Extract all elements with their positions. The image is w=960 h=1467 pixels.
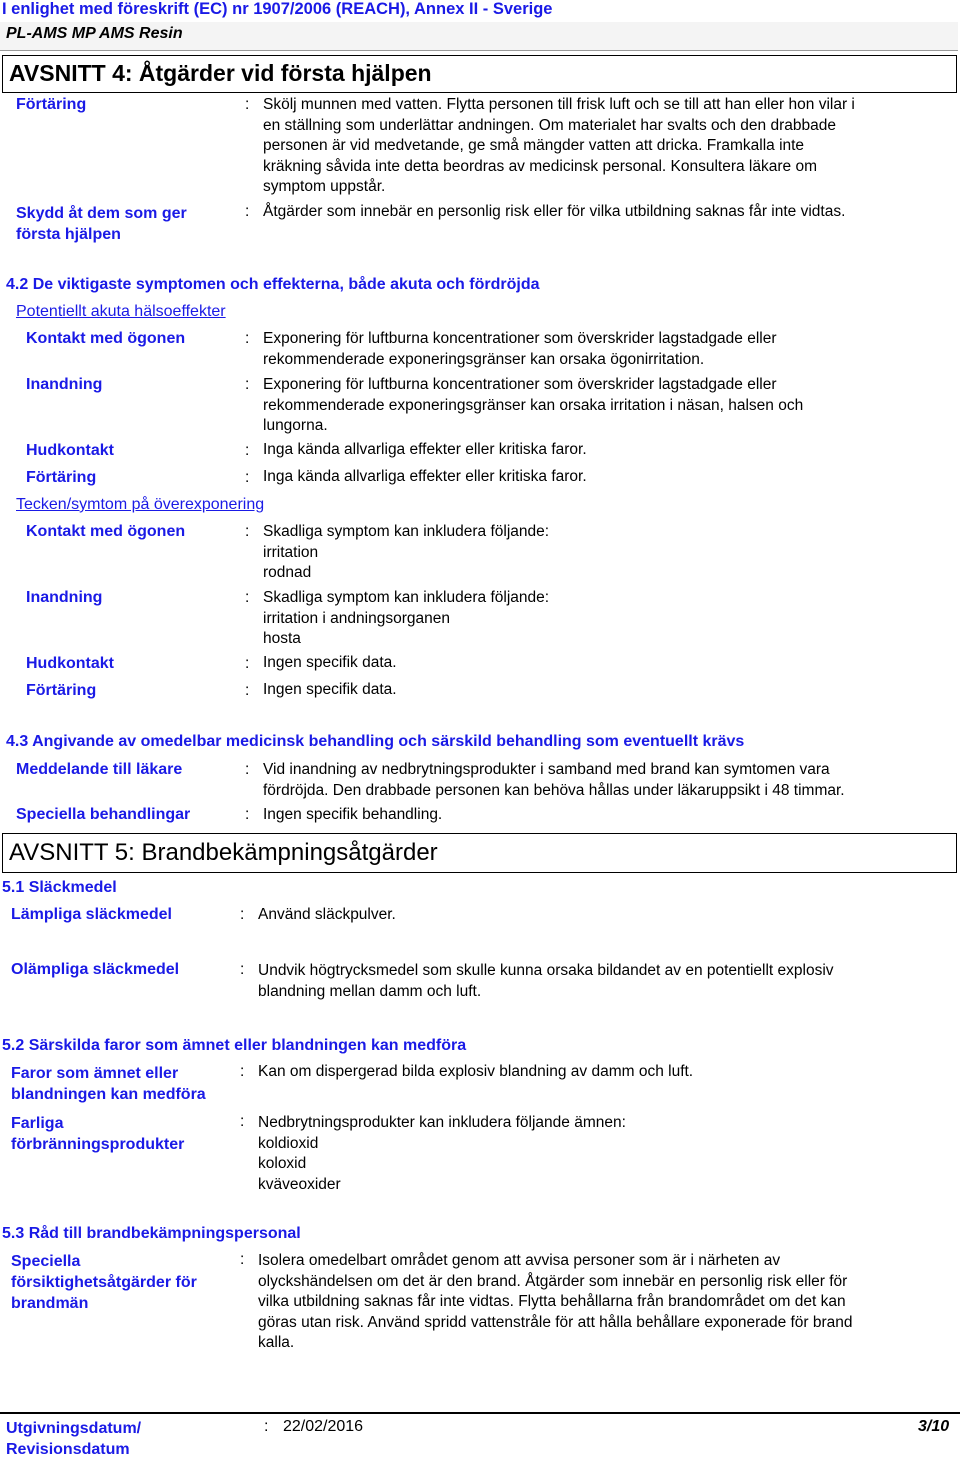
text-line: Skölj munnen med vatten. Flytta personen till frisk luft och se till att han eller hon vilar i	[263, 96, 855, 113]
colon: :	[240, 1063, 245, 1080]
unsuitable-media-label: Olämpliga släckmedel	[11, 961, 180, 978]
page-number: 3/10	[918, 1418, 950, 1435]
colon: :	[240, 1113, 245, 1130]
protection-label	[16, 203, 187, 245]
acute-eye-label: Kontakt med ögonen	[26, 330, 186, 347]
signs-eye-label: Kontakt med ögonen	[26, 523, 186, 540]
colon: :	[245, 330, 250, 347]
signs-eye-text	[263, 522, 549, 584]
hazard-label	[11, 1063, 206, 1105]
issue-date-label	[6, 1418, 141, 1460]
text-line: hosta	[263, 630, 301, 647]
acute-inhalation-label: Inandning	[26, 376, 103, 393]
colon: :	[245, 655, 250, 672]
section5-title: AVSNITT 5: Brandbekämpningsåtgärder	[9, 839, 438, 866]
text-line: göras utan risk. Använd spridd vattenstråle för att hålla behållare exponerade för brand	[258, 1313, 853, 1331]
colon: :	[245, 469, 250, 486]
signs-skin-label: Hudkontakt	[26, 655, 114, 672]
acute-ingestion-label: Förtäring	[26, 469, 97, 486]
colon: :	[245, 376, 250, 393]
colon: :	[245, 682, 250, 699]
section-4-2-title: 4.2 De viktigaste symptomen och effekterna, både akuta och fördröjda	[6, 276, 540, 293]
text-line: kräkning såvida inte detta beordras av medicinsk personal. Konsultera läkare om	[263, 157, 817, 175]
text-line: en ställning som underlättar andningen. Om materialet har svalts och den drabbade	[263, 116, 836, 134]
label-line: första hjälpen	[16, 226, 121, 243]
section4-title-box	[2, 55, 957, 93]
signs-skin-text: Ingen specifik data.	[263, 654, 397, 671]
suitable-media-text: Använd släckpulver.	[258, 906, 396, 923]
colon: :	[240, 906, 245, 923]
product-header-bar	[0, 22, 958, 51]
special-treatment-label: Speciella behandlingar	[16, 806, 191, 823]
ingestion-first-aid-text	[263, 95, 855, 198]
acute-ingestion-text: Inga kända allvarliga effekter eller kritiska faror.	[263, 468, 587, 485]
text-line: kväveoxider	[258, 1175, 341, 1193]
text-line: Exponering för luftburna koncentrationer som överskrider lagstadgade eller	[263, 330, 777, 347]
text-line: olyckshändelsen om det är den brand. Åtgärder som innebär en personlig risk eller för	[258, 1272, 848, 1290]
colon: :	[245, 761, 250, 778]
label-line: Faror som ämnet eller	[11, 1065, 179, 1082]
colon: :	[245, 96, 250, 113]
signs-ingestion-text: Ingen specifik data.	[263, 681, 397, 698]
doctor-note-label: Meddelande till läkare	[16, 761, 183, 778]
text-line: irritation i andningsorganen	[263, 609, 450, 627]
colon: :	[240, 1251, 245, 1268]
acute-skin-label: Hudkontakt	[26, 442, 114, 459]
section-5-3-title: 5.3 Råd till brandbekämpningspersonal	[2, 1225, 301, 1242]
acute-inhalation-text	[263, 375, 803, 437]
text-line: irritation	[263, 543, 319, 561]
text-line: Undvik högtrycksmedel som skulle kunna orsaka bildandet av en potentiellt explosiv	[258, 962, 834, 979]
text-line: koloxid	[258, 1155, 307, 1172]
text-line: blandning mellan damm och luft.	[258, 982, 482, 1000]
label-line: Skydd åt dem som ger	[16, 205, 187, 222]
colon: :	[264, 1418, 269, 1435]
label-line: försiktighetsåtgärder för	[11, 1274, 197, 1291]
signs-inhalation-label: Inandning	[26, 589, 103, 606]
text-line: rodnad	[263, 564, 312, 581]
regulation-header: I enlighet med föreskrift (EC) nr 1907/2006 (REACH), Annex II - Sverige	[2, 0, 553, 18]
special-treatment-text: Ingen specifik behandling.	[263, 806, 443, 823]
text-line: personen är vid medvetande, ge små mängder vatten att dricka. Framkalla inte	[263, 137, 805, 154]
colon: :	[245, 523, 250, 540]
acute-eye-text	[263, 329, 777, 370]
label-line: blandningen kan medföra	[11, 1086, 206, 1103]
section4-title: AVSNITT 4: Åtgärder vid första hjälpen	[9, 60, 432, 86]
label-line: brandmän	[11, 1295, 89, 1312]
text-line: Nedbrytningsprodukter kan inkludera följande ämnen:	[258, 1114, 626, 1131]
section-4-3-title: 4.3 Angivande av omedelbar medicinsk behandling och särskild behandling som eventuellt krävs	[6, 733, 745, 750]
colon: :	[245, 806, 250, 823]
combustion-products-label	[11, 1113, 184, 1155]
signs-ingestion-label: Förtäring	[26, 682, 97, 699]
firefighter-precautions-text	[258, 1251, 853, 1354]
acute-skin-text: Inga kända allvarliga effekter eller kritiska faror.	[263, 441, 587, 458]
text-line: Skadliga symptom kan inkludera följande:	[263, 523, 550, 540]
section5-title-box	[2, 833, 957, 873]
hazard-text: Kan om dispergerad bilda explosiv blandning av damm och luft.	[258, 1063, 694, 1080]
section-5-1-title: 5.1 Släckmedel	[2, 879, 117, 896]
overexposure-heading: Tecken/symtom på överexponering	[16, 496, 265, 513]
label-line: Utgivningsdatum/	[6, 1420, 142, 1437]
combustion-products-text	[258, 1113, 626, 1195]
text-line: Exponering för luftburna koncentrationer som överskrider lagstadgade eller	[263, 376, 777, 393]
text-line: lungorna.	[263, 417, 328, 434]
section-5-2-title: 5.2 Särskilda faror som ämnet eller blandningen kan medföra	[2, 1037, 467, 1054]
acute-effects-heading: Potentiellt akuta hälsoeffekter	[16, 303, 226, 320]
text-line: Skadliga symptom kan inkludera följande:	[263, 589, 550, 606]
colon: :	[240, 961, 245, 978]
colon: :	[245, 442, 250, 459]
suitable-media-label: Lämpliga släckmedel	[11, 906, 172, 923]
text-line: rekommenderade exponeringsgränser kan orsaka irritation i näsan, halsen och	[263, 396, 804, 414]
text-line: symptom uppstår.	[263, 178, 386, 195]
text-line: rekommenderade exponeringsgränser kan orsaka ögonirritation.	[263, 350, 705, 368]
doctor-note-text	[263, 760, 845, 801]
text-line: koldioxid	[258, 1134, 319, 1152]
firefighter-precautions-label	[11, 1251, 197, 1314]
signs-inhalation-text	[263, 588, 549, 650]
text-line: kalla.	[258, 1334, 295, 1351]
text-line: fördröjda. Den drabbade personen kan behöva hållas under läkaruppsikt i 48 timmar.	[263, 781, 845, 799]
colon: :	[245, 203, 250, 220]
label-line: Speciella	[11, 1253, 81, 1270]
unsuitable-media-text	[258, 961, 834, 1002]
label-line: Revisionsdatum	[6, 1441, 130, 1458]
ingestion-label: Förtäring	[16, 96, 87, 113]
colon: :	[245, 589, 250, 606]
footer-divider	[0, 1412, 960, 1414]
product-name: PL-AMS MP AMS Resin	[6, 25, 183, 42]
protection-value: Åtgärder som innebär en personlig risk eller för vilka utbildning saknas får inte vidtas.	[263, 203, 846, 220]
label-line: förbränningsprodukter	[11, 1136, 185, 1153]
label-line: Farliga	[11, 1115, 64, 1132]
text-line: vilka utbildning saknas får inte vidtas. Flytta behållarna från brandområdet om det kan	[258, 1293, 846, 1310]
text-line: Isolera omedelbart området genom att avvisa personer som är i närheten av	[258, 1252, 781, 1269]
issue-date-value: 22/02/2016	[283, 1418, 364, 1435]
text-line: Vid inandning av nedbrytningsprodukter i samband med brand kan symtomen vara	[263, 761, 830, 778]
